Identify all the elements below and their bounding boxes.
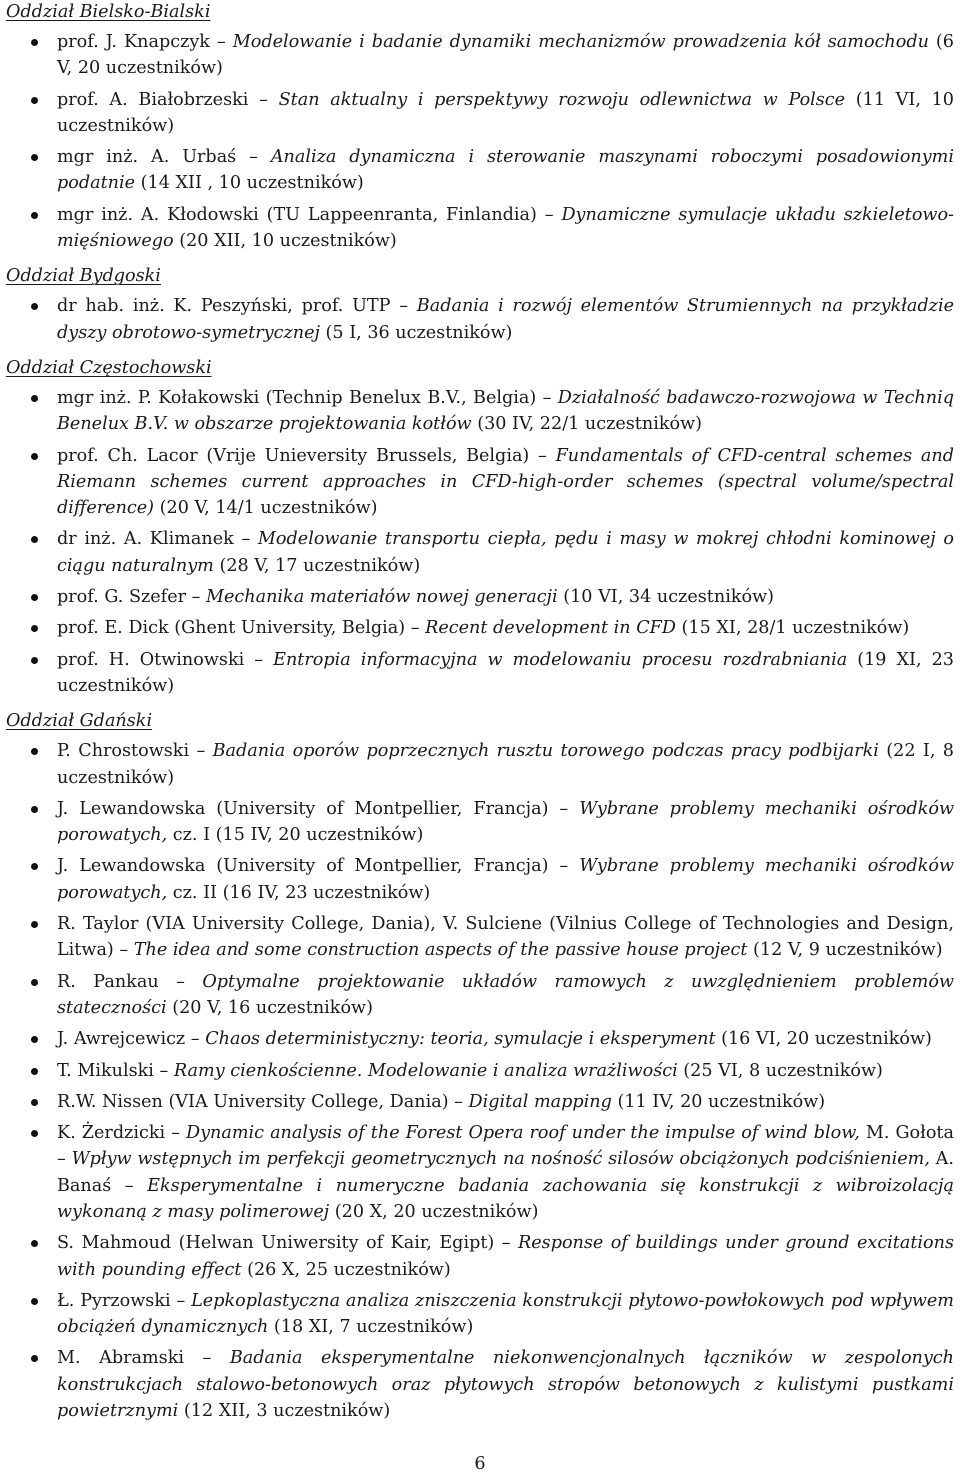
list-item [57,202,954,255]
section [6,0,954,254]
lecture-author: J. Lewandowska (University of Montpellier, Francja) [57,856,549,877]
dash-separator: – [158,971,203,992]
lecture-details: (20 XII, 10 uczestników) [173,231,397,252]
lecture-author: M. Abramski [57,1348,184,1369]
lecture-details: (26 X, 25 uczestników) [241,1259,451,1280]
dash-separator: – [494,1233,518,1254]
section-title: Oddział Częstochowski [6,357,212,378]
lecture-title: Response of buildings under ground excitations with pounding effect [57,1233,955,1280]
section [6,263,954,346]
dash-separator: – [244,649,274,670]
lecture-details: (16 VI, 20 uczestników) [715,1029,932,1050]
lecture-title: Fundamentals of CFD-central schemes and Riemann schemes current approaches in CFD-high-order schemes (spectral volume/spectral difference) [57,445,954,519]
lecture-author: T. Mikulski [57,1060,154,1081]
lecture-details: M. Gołota – [57,1123,954,1170]
lecture-author: prof. J. Knapczyk [57,32,210,52]
lecture-details: A. Banaś – [57,1149,954,1196]
lecture-details: (11 IV, 20 uczestników) [611,1091,826,1112]
section-title: Oddział Gdański [6,711,153,732]
lecture-author: dr hab. inż. K. Peszyński, prof. UTP [57,296,391,317]
lecture-details: (15 XI, 28/1 uczestników) [675,618,910,639]
lecture-author: prof. H. Otwinowski [57,649,245,670]
lecture-title: Wpływ wstępnych im perfekcji geometrycznych na nośność silosów obciążonych podciśnieniem, [71,1149,930,1170]
lecture-author: mgr inż. P. Kołakowski (Technip Benelux B.V., Belgia) [57,387,537,408]
dash-separator: – [236,147,271,168]
lecture-author: Ł. Pyrzowski [57,1290,171,1311]
dash-separator: – [390,296,417,317]
lecture-details: cz. II (16 IV, 23 uczestników) [167,882,431,903]
lecture-details: (10 VI, 34 uczestników) [557,587,774,608]
lecture-title: Analiza dynamiczna i sterowanie maszynami roboczymi posadowionymi podatnie [57,147,954,194]
lecture-title: Dynamic analysis of the Forest Opera roof under the impulse of wind blow, [186,1123,860,1144]
lecture-author: prof. A. Białobrzeski [57,89,249,110]
dash-separator: – [548,798,580,819]
list-item [57,969,954,1022]
list-item [57,615,954,641]
list-item [57,853,954,906]
lecture-author: P. Chrostowski [57,741,190,762]
lecture-list [6,29,954,254]
section-title: Oddział Bydgoski [6,266,161,287]
lecture-title: Wybrane problemy mechaniki ośrodków porowatych, [57,798,955,846]
list-item [57,1120,954,1225]
lecture-title: Entropia informacyjna w modelowaniu procesu rozdrabniania [273,649,848,670]
lecture-author: S. Mahmoud (Helwan Uniwersity of Kair, Egipt) [57,1233,495,1254]
lecture-title: Ramy cienkościenne. Modelowanie i analiza wrażliwości [173,1060,678,1081]
section [6,355,954,699]
lecture-details: (25 VI, 8 uczestników) [677,1060,883,1081]
lecture-details: (20 V, 16 uczestników) [166,997,373,1018]
lecture-details: (20 V, 14/1 uczestników) [154,498,378,519]
lecture-title: Modelowanie transportu ciepła, pędu i masy w mokrej chłodni kominowej o ciągu naturalnym [57,529,954,576]
lecture-author: R. Pankau [57,971,159,992]
lecture-details: (19 XI, 23 uczestników) [57,649,955,696]
lecture-details: (14 XII , 10 uczestników) [135,173,364,194]
lecture-author: prof. E. Dick (Ghent University, Belgia) [57,618,406,639]
dash-separator: – [536,204,562,225]
list-item [57,385,954,438]
dash-separator: – [405,618,426,639]
lecture-title: Badania oporów poprzecznych rusztu torowego podczas pracy podbijarki [212,741,879,762]
lecture-title: Dynamiczne symulacje układu szkieletowo-mięśniowego [57,204,955,252]
lecture-author: K. Żerdzicki [57,1123,166,1144]
lecture-list [6,738,954,1424]
dash-separator: – [233,529,258,550]
dash-separator: – [536,387,558,408]
lecture-list [6,293,954,346]
lecture-details: (30 IV, 22/1 uczestników) [471,414,703,435]
list-item [57,144,954,197]
list-item [57,29,954,82]
lecture-author: R. Taylor (VIA University College, Dania), V. Sulciene (Vilnius College of Technologies and Design, Litwa) [57,914,954,961]
lecture-author: R.W. Nissen (VIA University College, Dania) [57,1091,449,1112]
lecture-author: J. Awrejcewicz [57,1029,186,1050]
dash-separator: – [209,32,233,52]
lecture-title: Lepkoplastyczna analiza zniszczenia konstrukcji płytowo-powłokowych pod wpływem obciążeń dynamicznych [57,1290,954,1338]
dash-separator: – [548,856,580,877]
lecture-details: (12 XII, 3 uczestników) [178,1401,391,1422]
lecture-details: (20 X, 20 uczestników) [329,1201,539,1222]
list-item [57,1058,954,1084]
section [6,708,954,1424]
list-item [57,911,954,964]
lecture-title: Działalność badawczo-rozwojowa w Techniq Benelux B.V. w obszarze projektowania kotłów [57,387,954,435]
lecture-list [6,385,954,699]
list-item [57,584,954,610]
lecture-author: mgr inż. A. Kłodowski (TU Lappeenranta, Finlandia) [57,204,537,225]
lecture-author: mgr inż. A. Urbaś [57,147,237,168]
dash-separator: – [113,940,134,961]
dash-separator: – [153,1060,174,1081]
list-item [57,1345,954,1424]
lecture-title: Digital mapping [468,1091,612,1112]
lecture-title: Wybrane problemy mechaniki ośrodków porowatych, [57,856,955,903]
lecture-title: Eksperymentalne i numeryczne badania zachowania się konstrukcji z wibroizolacją wykonaną z masy polimerowej [57,1175,954,1222]
lecture-details: (11 VI, 10 uczestników) [57,89,954,136]
dash-separator: – [165,1123,186,1144]
lecture-title: Modelowanie i badanie dynamiki mechanizmów prowadzenia kół samochodu [232,32,929,52]
dash-separator: – [170,1290,192,1311]
dash-separator: – [184,1348,230,1369]
lecture-author: prof. Ch. Lacor (Vrije Unieversity Brussels, Belgia) [57,445,530,466]
lecture-details: (28 V, 17 uczestników) [213,555,421,576]
lecture-details: (6 V, 20 uczestników) [57,32,954,79]
list-item [57,293,954,346]
lecture-title: Optymalne projektowanie układów ramowych z uwzględnieniem problemów stateczności [57,971,955,1018]
list-item [57,443,954,522]
lecture-title: Chaos deterministyczny: teoria, symulacje i eksperyment [205,1029,716,1050]
list-item [57,526,954,579]
list-item [57,1026,954,1052]
dash-separator: – [185,1029,206,1050]
lecture-author: prof. G. Szefer [57,587,187,608]
dash-separator: – [529,445,556,466]
dash-separator: – [448,1091,469,1112]
lecture-details: cz. I (15 IV, 20 uczestników) [167,825,424,846]
page-number: 6 [474,1454,486,1474]
lecture-title: Badania eksperymentalne niekonwencjonalnych łączników w zespolonych konstrukcjach stalowo-betonowych oraz płytowych stropów betonowych z kulistymi pustkami powietrznymi [57,1348,954,1422]
list-item [57,738,954,791]
lecture-details: (12 V, 9 uczestników) [747,940,943,961]
lecture-author: dr inż. A. Klimanek [57,529,234,550]
list-item [57,1288,954,1341]
lecture-title: Stan aktualny i perspektywy rozwoju odlewnictwa w Polsce [278,89,846,110]
lecture-details: (18 XI, 7 uczestników) [268,1317,474,1338]
section-title: Oddział Bielsko-Bialski [6,2,211,22]
lecture-title: Recent development in CFD [425,618,676,639]
lecture-title: The idea and some construction aspects of the passive house project [133,940,748,961]
lecture-title: Badania i rozwój elementów Strumiennych na przykładzie dyszy obrotowo-symetrycznej [57,296,954,343]
dash-separator: – [189,741,213,762]
lecture-details: (22 I, 8 uczestników) [57,741,954,788]
lecture-author: J. Lewandowska (University of Montpellier, Francja) [57,798,549,819]
lecture-title: Mechanika materiałów nowej generacji [206,587,558,608]
list-item [57,1089,954,1115]
list-item [57,647,954,700]
list-item [57,1230,954,1283]
dash-separator: – [186,587,206,608]
dash-separator: – [248,89,279,110]
list-item [57,87,954,140]
lecture-details: (5 I, 36 uczestników) [319,322,513,343]
list-item [57,796,954,849]
